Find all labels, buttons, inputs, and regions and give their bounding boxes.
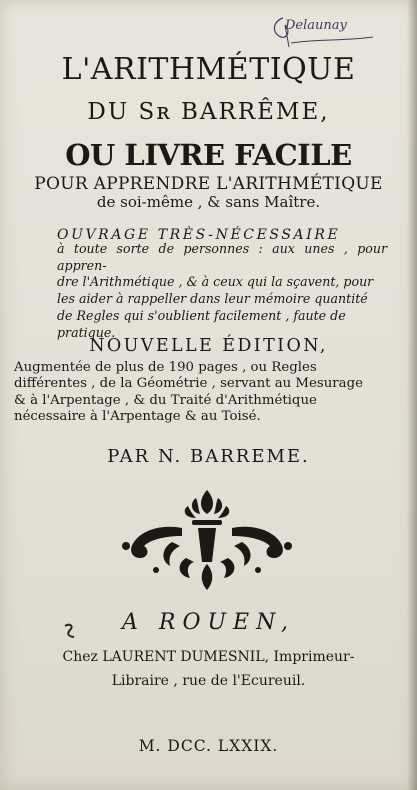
imprint-city: A ROUEN, [122,610,295,635]
fleuron-ornament [112,484,302,594]
imprint-printer: Chez LAURENT DUMESNIL, Imprimeur- [62,649,355,665]
edition-body [14,360,404,425]
title-line-4: POUR APPRENDRE L'ARITHMÉTIQUE [34,174,383,194]
description-line: dre l'Arithmétique , & à ceux qui la sçavent, pour [57,274,374,290]
edition-line: & à l'Arpentage , & du Traité d'Arithmétique [14,392,317,408]
edition-line: nécessaire à l'Arpentage & au Toisé. [14,408,261,424]
description-line: pratique. [57,324,116,340]
signature: Delaunay [285,18,347,33]
description-body [57,241,387,341]
description-line: les aider à rappeller dans leur mémoire quantité [57,291,368,307]
edition-line: Augmentée de plus de 190 pages , ou Regles [14,360,317,375]
title-line-5: de soi-même , & sans Maître. [96,193,321,211]
description-heading: OUVRAGE TRÈS-NÉCESSAIRE [57,227,341,243]
imprint-address: Libraire , rue de l'Ecureuil. [111,673,306,689]
edition-heading: NOUVELLE ÉDITION, [89,336,328,356]
edition-line: différentes , de la Géométrie , servant au Mesurage [14,376,363,392]
description-line: à toute sorte de personnes : aux unes , pour appren- [57,241,387,273]
title-line-2: DU Sʀ BARRÊME, [87,99,330,125]
description-line: de Regles qui s'oublient facilement , faute de [57,307,346,323]
publication-date: M. DCC. LXXIX. [138,737,279,755]
title-line-1: L'ARITHMÉTIQUE [61,52,356,87]
author-line: PAR N. BARREME. [107,446,310,467]
title-line-3: OU LIVRE FACILE [65,138,352,172]
